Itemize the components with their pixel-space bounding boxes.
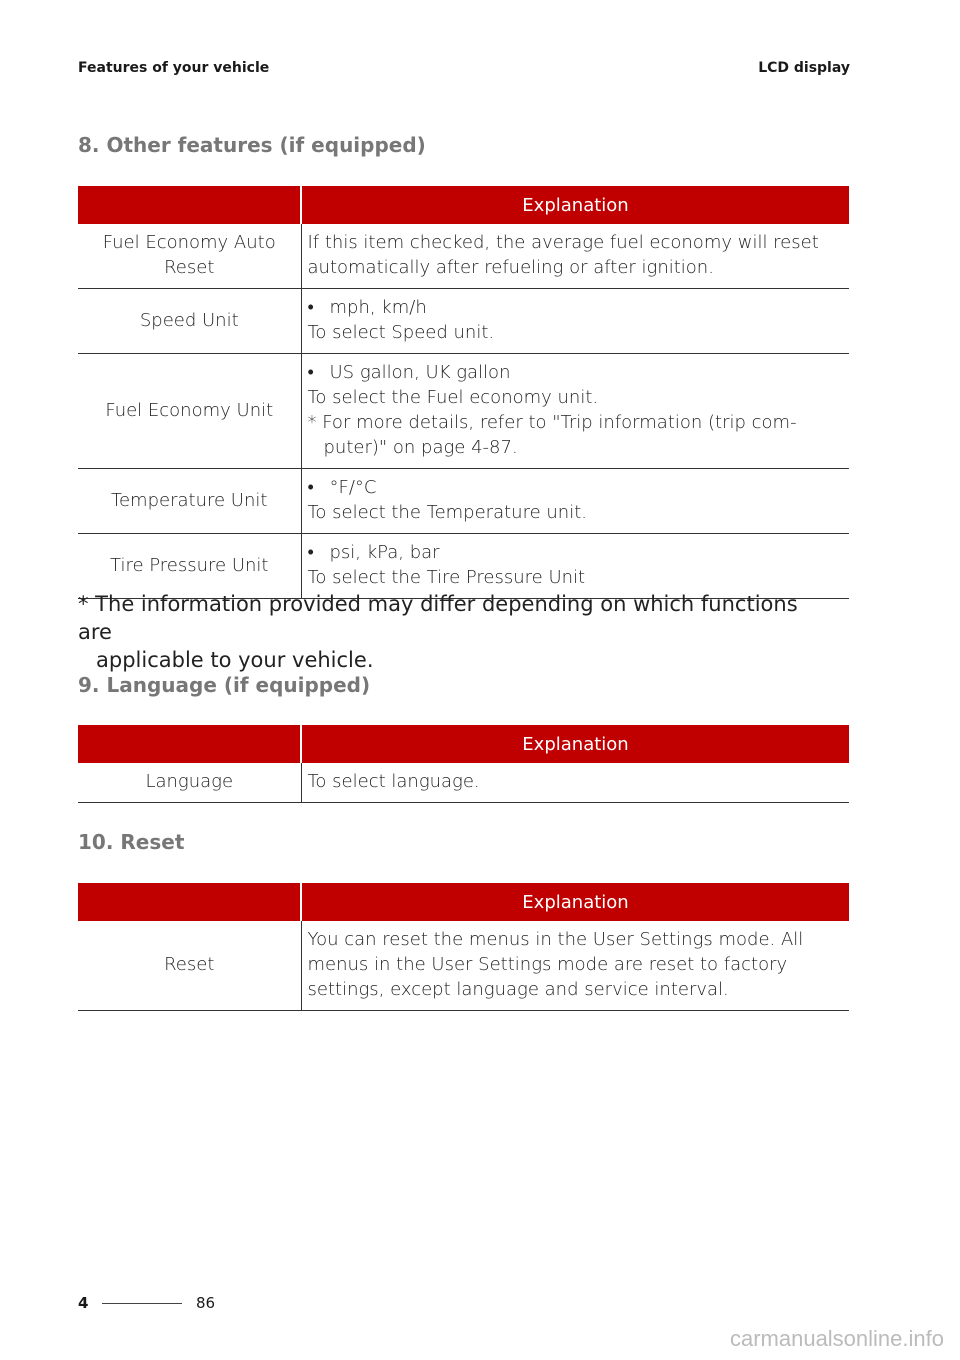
table-row [78,534,849,599]
explanation-header: Explanation [301,725,849,763]
row-label: Language [78,763,301,803]
option-values: US gallon, UK gallon [329,362,511,383]
explanation-line: To select the Tire Pressure Unit [307,567,586,588]
footer-divider [102,1303,182,1304]
row-explanation: If this item checked, the average fuel economy will reset automatically after refueling or after ignition. [301,224,849,289]
section-8-title: 8. Other features (if equipped) [78,133,426,157]
row-explanation [301,469,849,534]
table-row [78,469,849,534]
row-explanation [301,289,849,354]
row-explanation [301,534,849,599]
table-row [78,354,849,469]
table-header-row [78,186,849,224]
bullet-icon: • [307,362,314,383]
table-header-row [78,725,849,763]
bullet-icon: • [307,542,314,563]
option-values: °F/°C [329,477,377,498]
section-10-title: 10. Reset [78,830,185,854]
option-values: psi, kPa, bar [329,542,440,563]
header-blank-cell [78,725,301,763]
option-bullet [308,295,844,320]
explanation-header: Explanation [301,883,849,921]
table-row [78,921,849,1011]
running-header-topic: LCD display [758,60,850,76]
header-blank-cell [78,883,301,921]
chapter-number: 4 [78,1294,89,1312]
option-bullet [308,360,844,385]
row-label: Reset [78,921,301,1011]
row-label: Tire Pressure Unit [78,534,301,599]
explanation-line: To select Speed unit. [307,322,495,343]
other-features-table [78,186,849,599]
row-label: Speed Unit [78,289,301,354]
header-blank-cell [78,186,301,224]
footnote-line-2: applicable to your vehicle. [96,648,374,672]
explanation-header: Explanation [301,186,849,224]
row-label: Fuel Economy Unit [78,354,301,469]
table-row [78,763,849,803]
reference-note: * For more details, refer to "Trip information (trip com- [307,412,797,433]
row-explanation: You can reset the menus in the User Settings mode. All menus in the User Settings mode are reset to factory settings, except language and service interval. [301,921,849,1011]
page-number: 86 [196,1294,216,1312]
table-row [78,289,849,354]
row-explanation [301,354,849,469]
row-label: Temperature Unit [78,469,301,534]
watermark: carmanualsonline.info [729,1326,944,1351]
reference-note-cont: puter)" on page 4-87. [323,437,518,458]
table-header-row [78,883,849,921]
reset-table [78,883,849,1011]
running-header-section: Features of your vehicle [78,60,270,76]
bullet-icon: • [307,297,314,318]
option-bullet [308,475,844,500]
language-table [78,725,849,803]
footnote [78,590,838,674]
explanation-line: To select the Temperature unit. [307,502,587,523]
option-bullet [308,540,844,565]
row-explanation: To select language. [301,763,849,803]
section-9-title: 9. Language (if equipped) [78,673,371,697]
explanation-line: To select the Fuel economy unit. [307,387,599,408]
footnote-line-1: * The information provided may differ depending on which functions are [78,592,798,644]
table-row [78,224,849,289]
option-values: mph, km/h [329,297,427,318]
row-label: Fuel Economy Auto Reset [78,224,301,289]
bullet-icon: • [307,477,314,498]
